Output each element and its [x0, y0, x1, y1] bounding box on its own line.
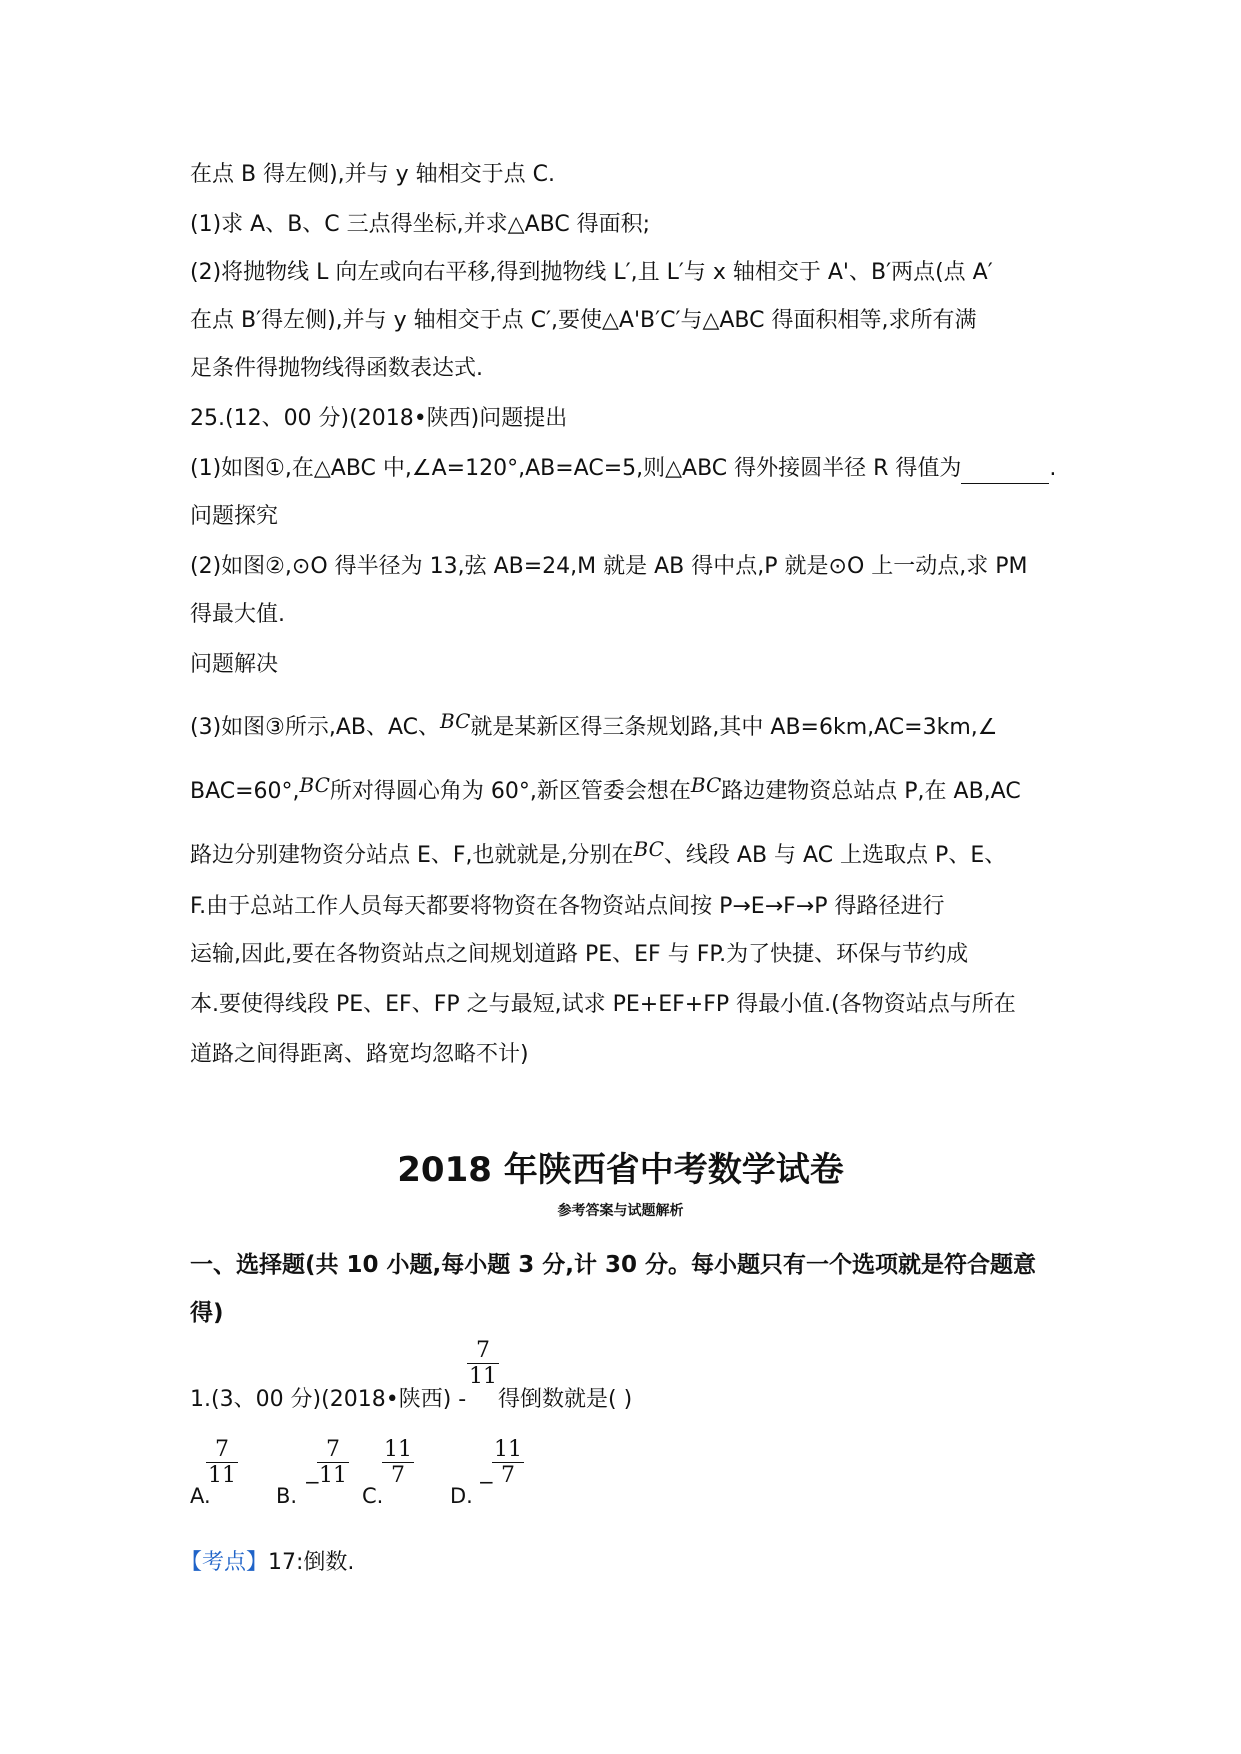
question-1-fraction — [467, 1338, 499, 1389]
option-d-fraction — [492, 1437, 524, 1488]
fraction-denominator: 11 — [319, 1463, 347, 1488]
question-25-part3-line2 — [190, 773, 1021, 807]
arc-label: BC — [633, 837, 664, 861]
option-a-fraction — [206, 1437, 238, 1488]
arc-label: BC — [690, 773, 722, 797]
kaodian-text: 17:倒数. — [268, 1550, 355, 1575]
text-line: F.由于总站工作人员每天都要将物资在各物资站点间按 P→E→F→P 得路径进行 — [190, 894, 945, 919]
text-segment: (3)如图③所示,AB、AC、 — [190, 715, 441, 740]
text-segment: BAC=60°, — [190, 779, 300, 804]
question-1-prefix: 1.(3、00 分)(2018•陕西) - — [190, 1387, 467, 1412]
section-choice-heading-cont: 得) — [190, 1300, 224, 1326]
page-subtitle: 参考答案与试题解析 — [557, 1203, 684, 1219]
option-c-label: C. — [362, 1484, 384, 1508]
fraction-numerator: 7 — [326, 1437, 340, 1462]
option-b-label: B. — [276, 1484, 298, 1508]
fraction-numerator: 7 — [476, 1338, 490, 1363]
option-c-fraction — [382, 1437, 414, 1488]
text-segment: 路边建物资总站点 P,在 AB,AC — [721, 779, 1021, 804]
question-25-part3-line1 — [190, 709, 998, 743]
option-d-label: D. — [450, 1484, 473, 1508]
text-segment: 、线段 AB 与 AC 上选取点 P、E、 — [663, 843, 1007, 868]
fraction-numerator: 7 — [215, 1437, 229, 1462]
part1-text: (1)如图①,在△ABC 中,∠A=120°,AB=AC=5,则△ABC 得外接圆半径 R 得值为 — [190, 456, 962, 481]
fraction-denominator: 11 — [469, 1364, 497, 1389]
question-25-header: 25.(12、00 分)(2018•陕西)问题提出 — [190, 406, 568, 431]
section-heading: 问题解决 — [190, 652, 279, 677]
fraction-numerator: 11 — [384, 1437, 412, 1462]
section-choice-heading: 一、选择题(共 10 小题,每小题 3 分,计 30 分。每小题只有一个选项就是符合题意 — [190, 1252, 1037, 1278]
fraction-denominator: 7 — [391, 1463, 405, 1488]
question-25-part2: (2)如图②,⊙O 得半径为 13,弦 AB=24,M 就是 AB 得中点,P 就是⊙O 上一动点,求 PM — [190, 554, 1028, 579]
question-1-suffix: 得倒数就是( ) — [498, 1387, 633, 1412]
fraction-denominator: 11 — [208, 1463, 236, 1488]
text-segment: 所对得圆心角为 60°,新区管委会想在 — [329, 779, 691, 804]
text-line: 得最大值. — [190, 602, 285, 627]
arc-label: BC — [440, 709, 471, 733]
text-line: 足条件得抛物线得函数表达式. — [190, 356, 483, 381]
fraction-numerator: 11 — [494, 1437, 522, 1462]
kaodian-label: 【考点】 — [180, 1550, 269, 1575]
answer-blank — [961, 459, 1049, 484]
fraction-denominator: 7 — [501, 1463, 515, 1488]
text-line: 运输,因此,要在各物资站点之间规划道路 PE、EF 与 FP.为了快捷、环保与节约成 — [190, 942, 969, 967]
text-segment: 就是某新区得三条规划路,其中 AB=6km,AC=3km,∠ — [470, 715, 998, 740]
page-title: 2018 年陕西省中考数学试卷 — [397, 1150, 844, 1190]
text-line: 在点 B 得左侧),并与 y 轴相交于点 C. — [190, 162, 556, 187]
section-heading: 问题探究 — [190, 504, 279, 529]
option-b-fraction — [317, 1437, 349, 1488]
text-line: 在点 B′得左侧),并与 y 轴相交于点 C′,要使△A'B′C′与△ABC 得面积相等,求所有满 — [190, 308, 977, 333]
text-line: 道路之间得距离、路宽均忽略不计) — [190, 1042, 529, 1067]
option-b-sign: − — [304, 1470, 321, 1494]
text-line: 本.要使得线段 PE、EF、FP 之与最短,试求 PE+EF+FP 得最小值.(各物资站点与所在 — [190, 992, 1016, 1017]
kaodian-line — [180, 1548, 354, 1578]
question-25-part3-line3 — [190, 837, 1007, 871]
arc-label: BC — [299, 773, 330, 797]
text-line: (1)求 A、B、C 三点得坐标,并求△ABC 得面积; — [190, 212, 651, 237]
text-segment: 路边分别建物资分站点 E、F,也就就是,分别在 — [190, 843, 634, 868]
option-d-sign: − — [478, 1470, 495, 1494]
question-25-part1: (1)如图①,在△ABC 中,∠A=120°,AB=AC=5,则△ABC 得外接圆半径 R 得值为 . — [190, 454, 1056, 484]
option-a-label: A. — [190, 1484, 211, 1508]
text-line: (2)将抛物线 L 向左或向右平移,得到抛物线 L′,且 L′与 x 轴相交于 A'、B′两点(点 A′ — [190, 260, 993, 285]
